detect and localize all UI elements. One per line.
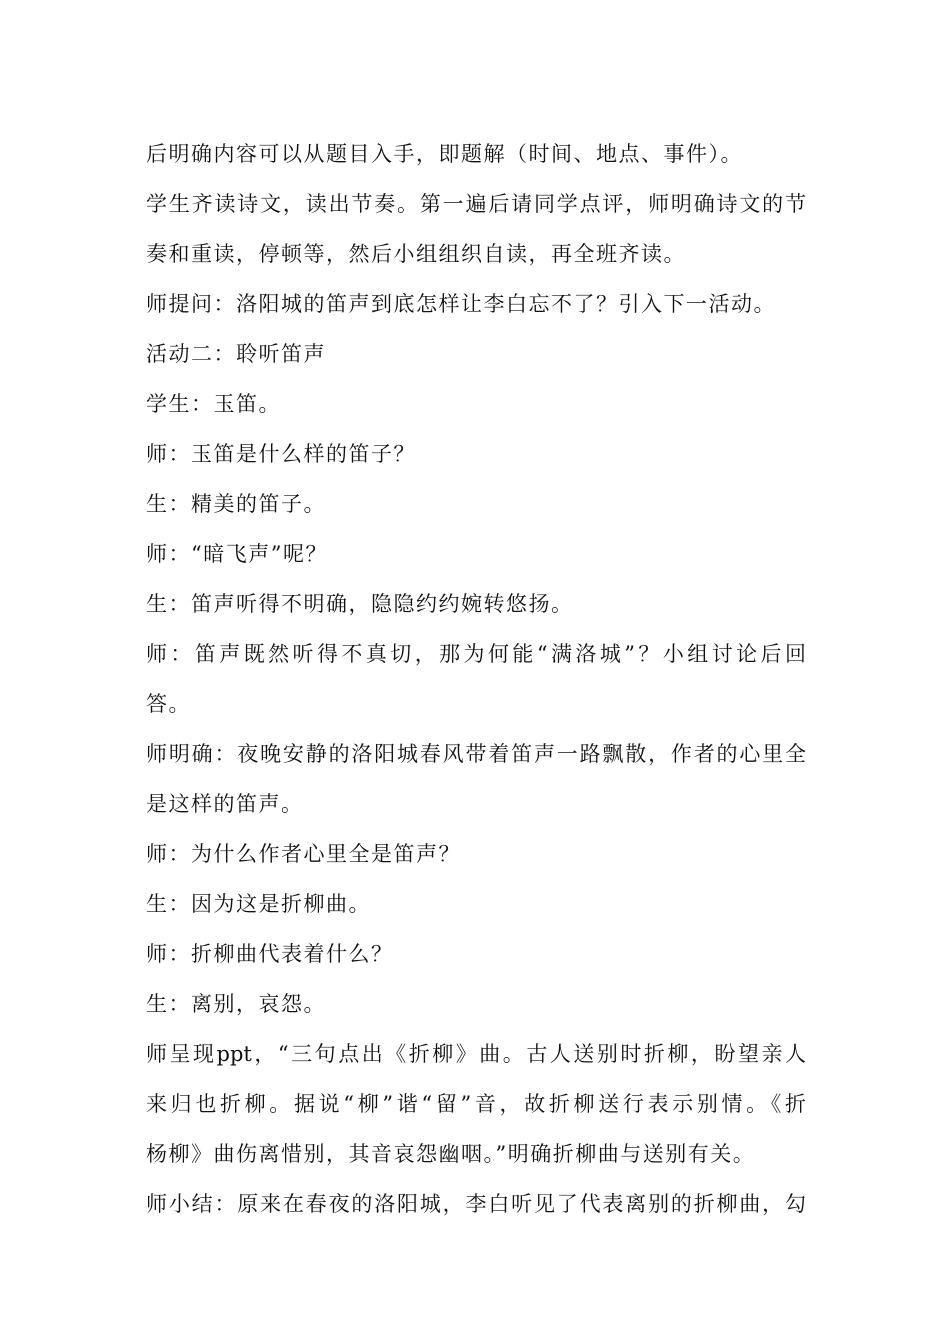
text-line: 生：笛声听得不明确，隐隐约约婉转悠扬。 [146, 592, 574, 616]
text-line: 师：折柳曲代表着什么？ [146, 942, 394, 966]
text-line: 师明确：夜晚安静的洛阳城春风带着笛声一路飘散，作者的心里全 [146, 742, 806, 766]
text-line: 学生：玉笛。 [146, 392, 281, 416]
section-heading: 活动二：聆听笛声 [146, 342, 326, 366]
text-line: 师提问：洛阳城的笛声到底怎样让李白忘不了？引入下一活动。 [146, 292, 776, 316]
text-line: 答。 [146, 692, 191, 716]
text-line: 师：玉笛是什么样的笛子？ [146, 442, 416, 466]
text-line: 学生齐读诗文，读出节奏。第一遍后请同学点评，师明确诗文的节 [146, 192, 806, 216]
text-line: 是这样的笛声。 [146, 792, 304, 816]
text-line: 师：为什么作者心里全是笛声？ [146, 842, 461, 866]
document-body [146, 129, 806, 1229]
text-line: 师：“暗飞声”呢？ [146, 542, 328, 566]
text-line: 后明确内容可以从题目入手，即题解（时间、地点、事件）。 [146, 142, 743, 166]
text-line: 师小结：原来在春夜的洛阳城，李白听见了代表离别的折柳曲，勾 [146, 1192, 806, 1216]
text-line: 生：精美的笛子。 [146, 492, 326, 516]
text-line: 奏和重读，停顿等，然后小组组织自读，再全班齐读。 [146, 242, 686, 266]
text-line: 来归也折柳。据说“柳”谐“留”音，故折柳送行表示别情。《折 [146, 1092, 806, 1116]
text-line: 师：笛声既然听得不真切，那为何能“满洛城”？小组讨论后回 [146, 642, 806, 666]
text-line: 生：因为这是折柳曲。 [146, 892, 371, 916]
text-line: 师呈现ppt，“三句点出《折柳》曲。古人送别时折柳，盼望亲人 [146, 1042, 806, 1066]
text-line: 生：离别，哀怨。 [146, 992, 326, 1016]
text-line: 杨柳》曲伤离惜别，其音哀怨幽咽。”明确折柳曲与送别有关。 [146, 1142, 756, 1166]
